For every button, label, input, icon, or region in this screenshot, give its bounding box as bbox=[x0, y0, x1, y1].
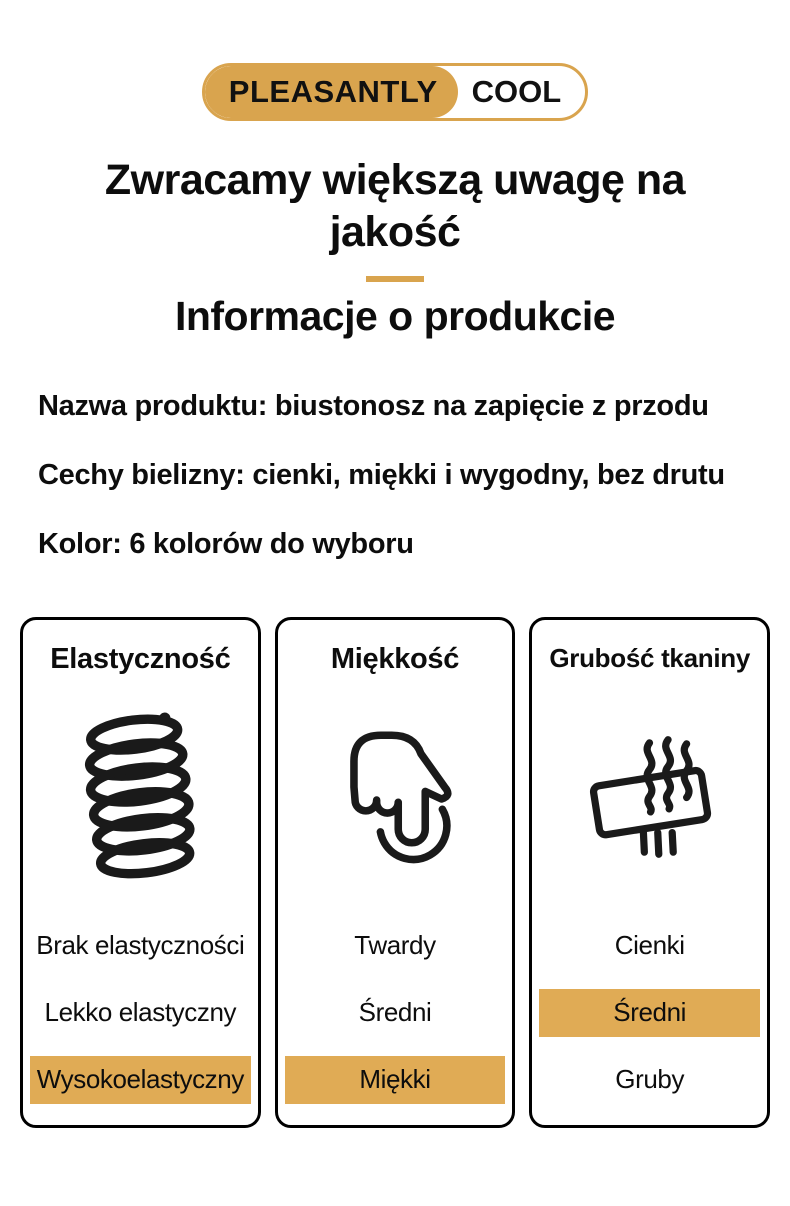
card-elasticity-options bbox=[23, 922, 258, 1125]
feature-cards bbox=[0, 617, 790, 1128]
page-title bbox=[18, 154, 772, 259]
badge-row bbox=[0, 0, 790, 121]
product-info-color: Kolor: 6 kolorów do wyboru bbox=[38, 527, 414, 560]
card-fabric-thickness bbox=[529, 617, 770, 1128]
option-gruby: Gruby bbox=[615, 1064, 685, 1095]
option-miekki: Miękki bbox=[285, 1056, 506, 1104]
option-lekko-elastyczny: Lekko elastyczny bbox=[44, 997, 237, 1028]
option-sredni-softness: Średni bbox=[358, 997, 432, 1028]
option-twardy: Twardy bbox=[354, 930, 436, 961]
badge-left-label: PLEASANTLY bbox=[228, 74, 438, 109]
card-fabric-thickness-options bbox=[532, 922, 767, 1125]
fabric-icon bbox=[532, 674, 767, 922]
card-elasticity-title: Elastyczność bbox=[50, 642, 231, 675]
product-info bbox=[38, 390, 770, 561]
badge-right-label: COOL bbox=[471, 74, 562, 109]
option-brak-elastycznosci: Brak elastyczności bbox=[36, 930, 245, 961]
page-title-line1: Zwracamy większą uwagę na bbox=[104, 156, 686, 204]
brand-badge bbox=[202, 63, 588, 121]
option-sredni-thickness: Średni bbox=[539, 989, 760, 1037]
spring-icon bbox=[23, 676, 258, 922]
section-title: Informacje o produkcie bbox=[174, 292, 616, 339]
card-softness-options bbox=[278, 922, 513, 1125]
option-cienki: Cienki bbox=[614, 930, 685, 961]
card-softness-title: Miękkość bbox=[330, 642, 460, 675]
card-elasticity bbox=[20, 617, 261, 1128]
product-info-name: Nazwa produktu: biustonosz na zapięcie z przodu bbox=[38, 389, 709, 422]
brand-badge-left bbox=[205, 66, 458, 118]
option-wysokoelastyczny: Wysokoelastyczny bbox=[30, 1056, 251, 1104]
card-softness bbox=[275, 617, 516, 1128]
card-fabric-thickness-title: Grubość tkaniny bbox=[549, 642, 751, 673]
hand-press-icon bbox=[278, 676, 513, 922]
gold-divider bbox=[366, 276, 424, 282]
page-title-line2: jakość bbox=[329, 208, 461, 257]
product-info-features: Cechy bielizny: cienki, miękki i wygodny, bez drutu bbox=[38, 458, 725, 491]
